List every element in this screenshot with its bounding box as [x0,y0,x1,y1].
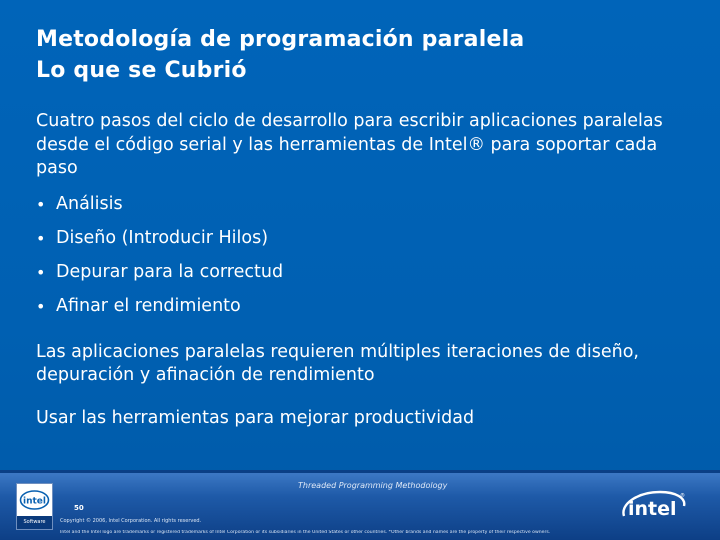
bullet-text: Depurar para la correctud [56,261,284,282]
bullet-dot: • [36,296,46,316]
tools-paragraph: Usar las herramientas para mejorar productividad [36,407,475,428]
legal-notice: Intel and the Intel logo are trademarks or registered trademarks of Intel Corporation or its subsidiaries in the United States or other countries. *Other brands and names are the property of their respective owners. [60,530,551,535]
bullet-list [36,193,696,329]
svg-text:intel: intel [628,498,677,520]
bullet-item [36,261,696,295]
copyright-notice: Copyright © 2006, Intel Corporation. All rights reserved. [60,518,202,524]
slide-body [36,110,696,430]
svg-text:intel: intel [23,496,46,507]
bullet-item [36,193,696,227]
bullet-item [36,227,696,261]
intro-paragraph: Cuatro pasos del ciclo de desarrollo para escribir aplicaciones paralelas desde el código serial y las herramientas de Intel® para soportar cada paso [36,111,663,178]
bullet-text: Diseño (Introducir Hilos) [56,227,269,248]
badge-logo-icon [18,485,51,515]
svg-text:®: ® [680,493,685,499]
bullet-dot: • [36,194,46,214]
badge-label: Software [17,516,52,529]
bullet-dot: • [36,228,46,248]
bullet-text: Análisis [56,193,123,214]
footer-tagline: Threaded Programming Methodology [298,481,448,490]
title-line-1: Metodología de programación paralela [36,27,525,52]
bullet-item [36,295,696,329]
bullet-text: Afinar el rendimiento [56,295,241,316]
intel-logo [618,486,688,526]
bullet-dot: • [36,262,46,282]
iterations-paragraph: Las aplicaciones paralelas requieren múltiples iteraciones de diseño, depuración y afinación de rendimiento [36,341,639,385]
title-line-2: Lo que se Cubrió [36,58,247,83]
page-number: 50 [74,504,84,512]
slide-title [36,24,524,86]
intel-software-badge [16,483,53,530]
